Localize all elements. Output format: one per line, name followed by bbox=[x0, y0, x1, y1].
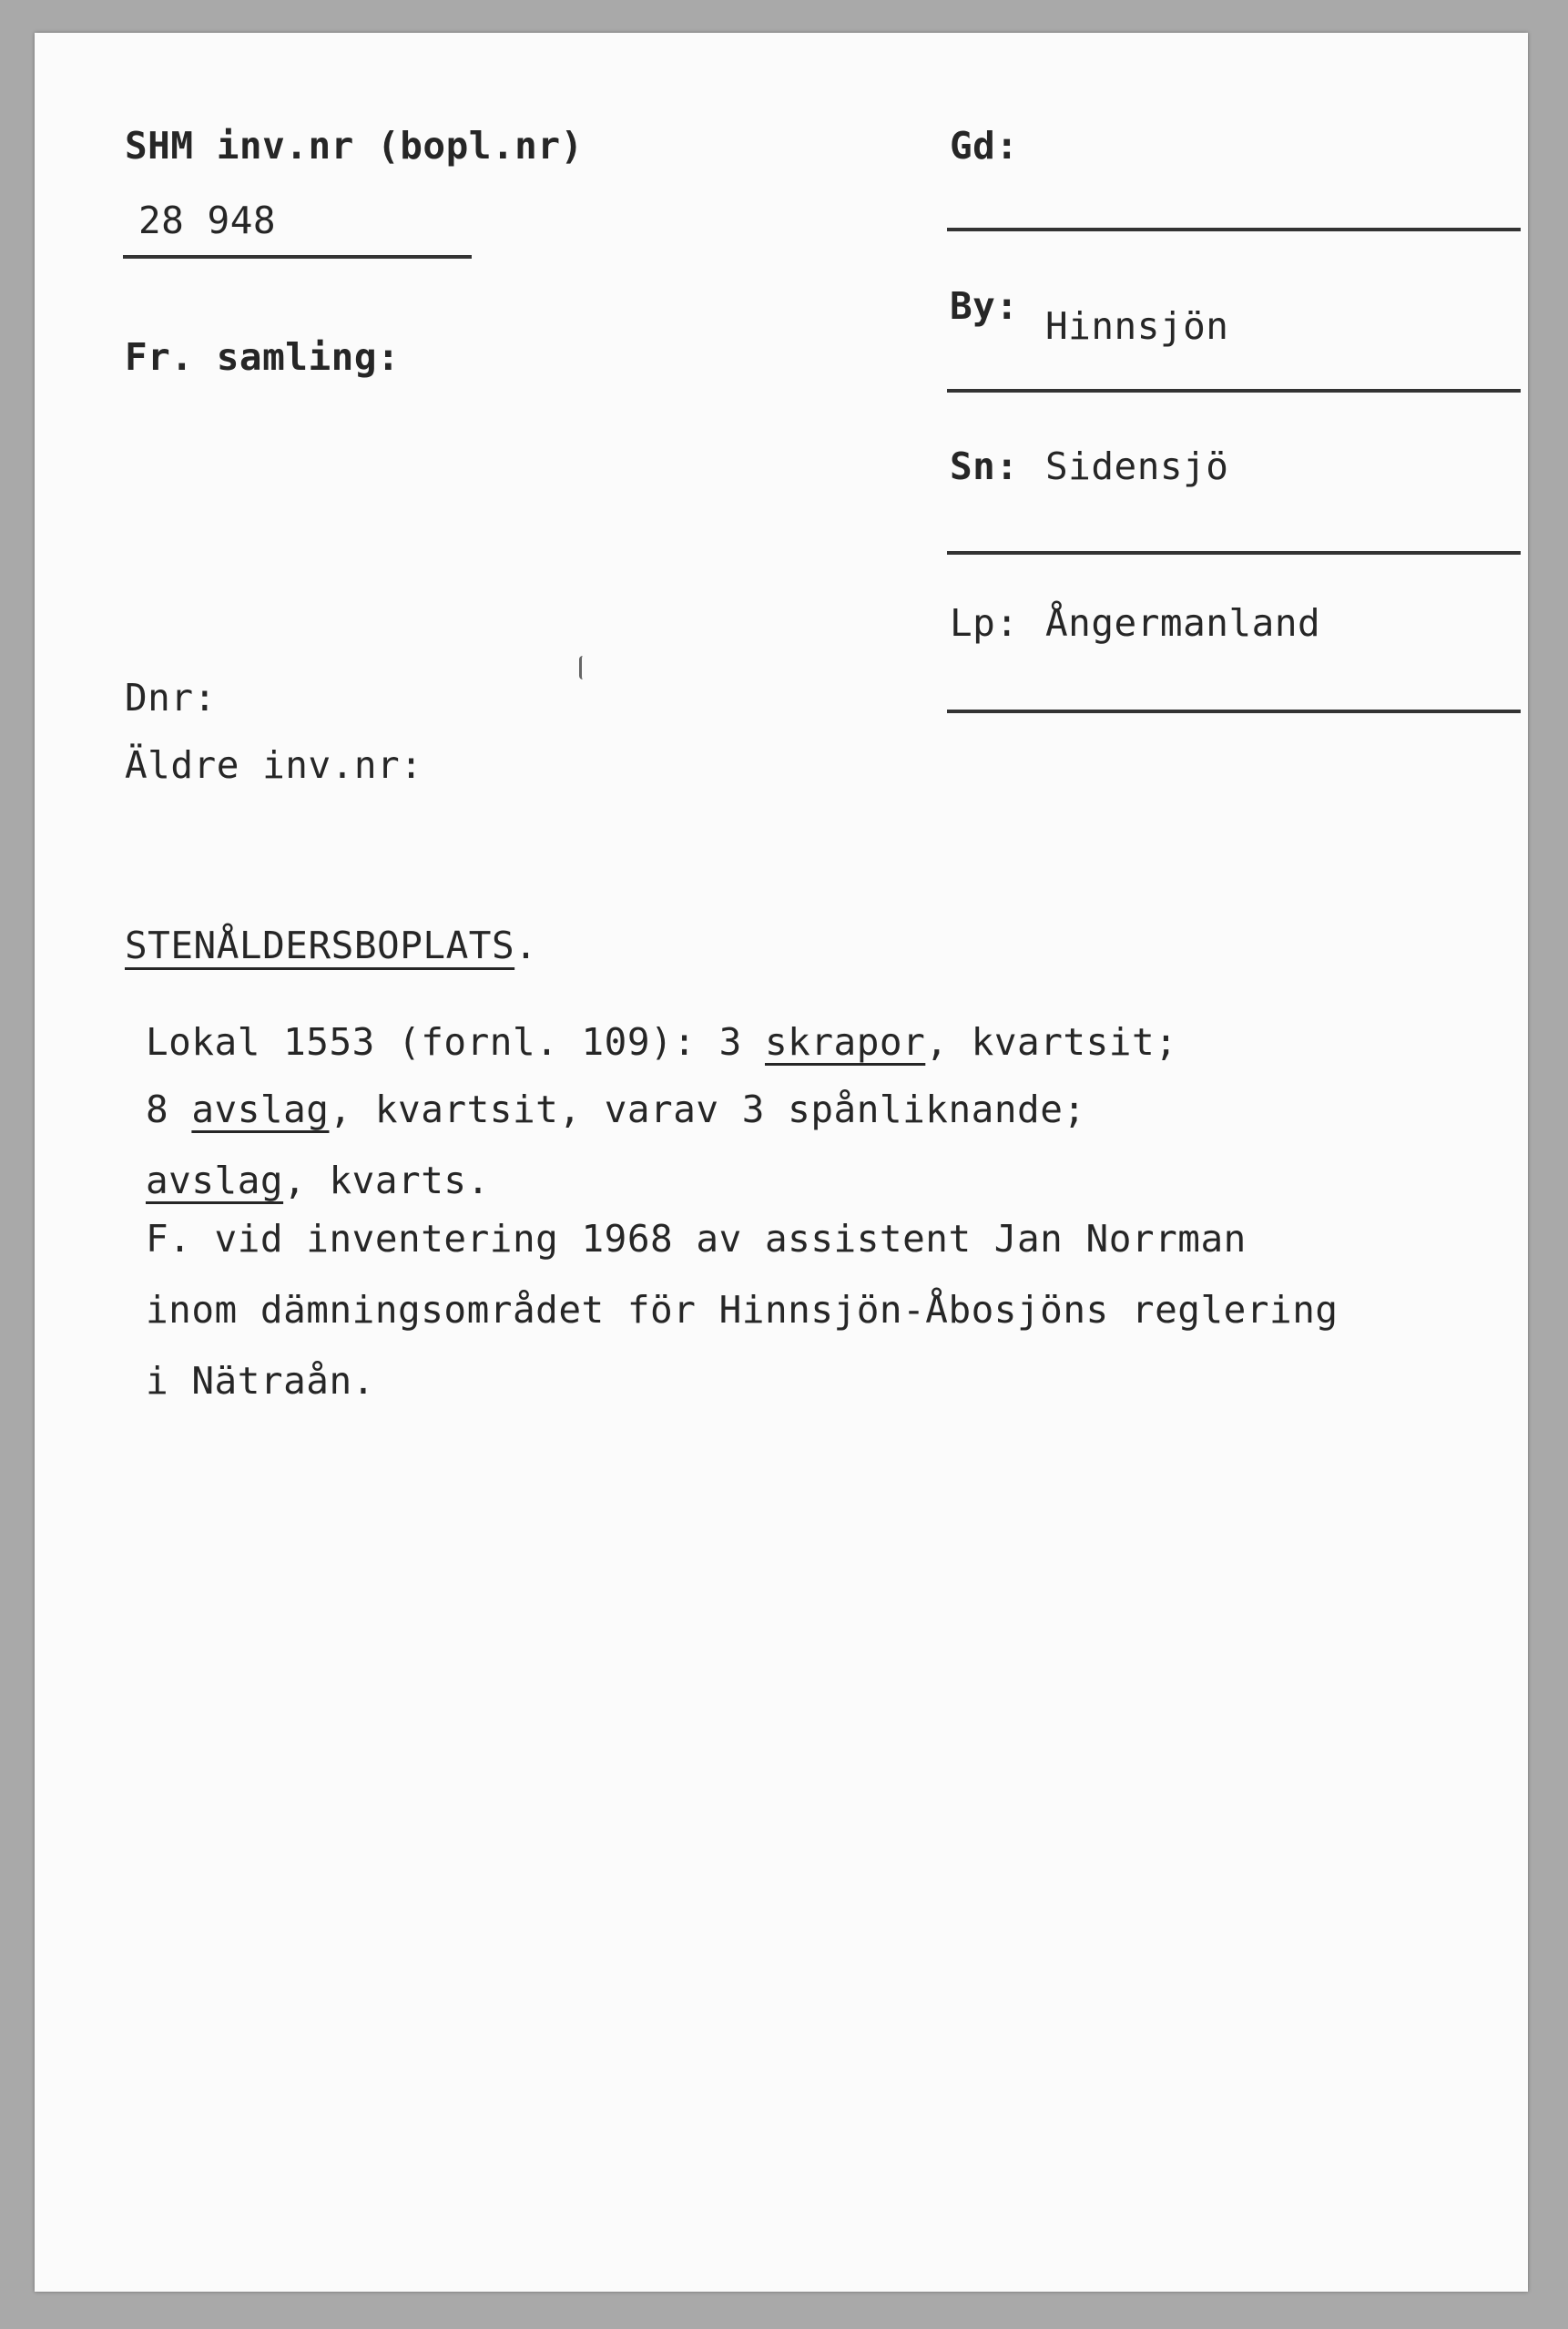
term-avslag-2: avslag bbox=[146, 1159, 284, 1202]
dnr-label: Dnr: bbox=[125, 676, 217, 720]
inv-number: 28 948 bbox=[138, 199, 277, 242]
lp-label: Lp: bbox=[950, 601, 1019, 645]
by-rule bbox=[947, 389, 1521, 393]
heading-text: STENÅLDERSBOPLATS bbox=[125, 924, 515, 967]
body-line-1-c: , kvartsit; bbox=[925, 1020, 1178, 1064]
by-label: By: bbox=[950, 284, 1019, 328]
sn-rule bbox=[947, 551, 1521, 555]
inv-number-rule bbox=[123, 255, 472, 259]
body-line-6: i Nätraån. bbox=[146, 1359, 375, 1403]
sn-label: Sn: bbox=[950, 444, 1019, 488]
body-line-2-a: 8 bbox=[146, 1088, 192, 1131]
body-line-3-c: , kvarts. bbox=[283, 1159, 490, 1202]
fr-samling-label: Fr. samling: bbox=[125, 335, 401, 379]
aldre-inv-label: Äldre inv.nr: bbox=[125, 743, 423, 787]
body-line-3 bbox=[146, 1159, 490, 1202]
heading-dot: . bbox=[514, 924, 538, 967]
body-line-2-c: , kvartsit, varav 3 spånliknande; bbox=[329, 1088, 1086, 1131]
shm-inv-label: SHM inv.nr (bopl.nr) bbox=[125, 124, 584, 168]
lp-rule bbox=[947, 710, 1521, 713]
gd-rule bbox=[947, 228, 1521, 231]
gd-label: Gd: bbox=[950, 124, 1019, 168]
body-line-1-a: Lokal 1553 (fornl. 109): 3 bbox=[146, 1020, 765, 1064]
by-value: Hinnsjön bbox=[1045, 304, 1229, 348]
body-line-4: F. vid inventering 1968 av assistent Jan Norrman bbox=[146, 1217, 1247, 1261]
term-skrapor: skrapor bbox=[764, 1020, 926, 1064]
term-avslag-1: avslag bbox=[191, 1088, 330, 1131]
body-line-1 bbox=[146, 1020, 1178, 1064]
heading bbox=[125, 924, 538, 967]
body-line-2 bbox=[146, 1088, 1086, 1131]
lp-value: Ångermanland bbox=[1045, 601, 1321, 645]
sn-value: Sidensjö bbox=[1045, 444, 1229, 488]
paper-speck bbox=[579, 656, 586, 679]
body-line-5: inom dämningsområdet för Hinnsjön-Åbosjöns reglering bbox=[146, 1288, 1339, 1332]
